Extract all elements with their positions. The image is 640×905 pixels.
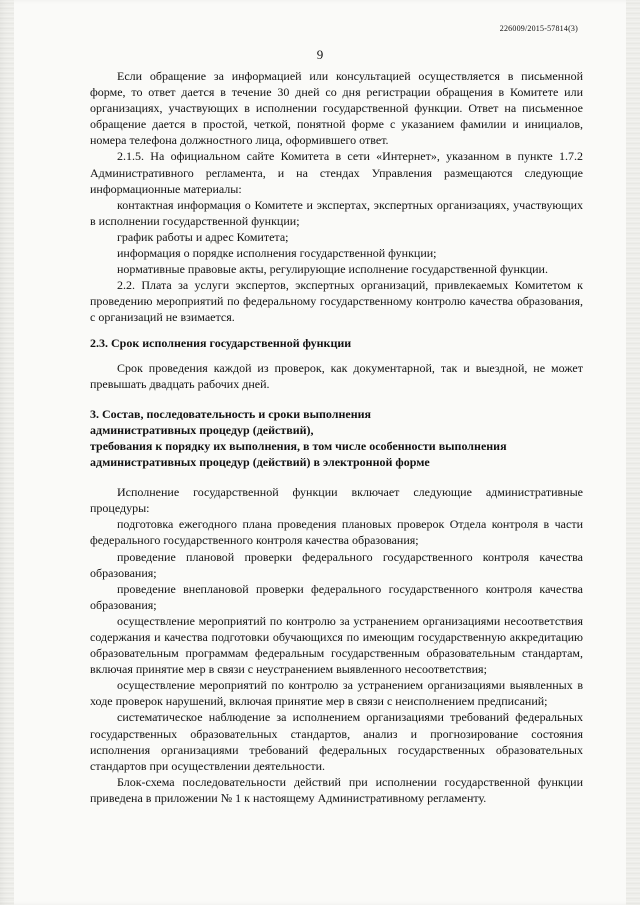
paragraph: 2.1.5. На официальном сайте Комитета в сети «Интернет», указанном в пункте 1.7.2 Административного регламента, и на стендах Управления размещаются следующие информационные материалы: bbox=[90, 149, 583, 196]
scan-edge-left bbox=[0, 0, 14, 905]
paragraph: контактная информация о Комитете и экспертах, экспертных организациях, участвующих в исполнении государственной функции; bbox=[90, 197, 583, 228]
paragraph: Исполнение государственной функции включает следующие административные процедуры: bbox=[90, 485, 583, 516]
list-item: осуществление мероприятий по контролю за устранением организациями выявленных в ходе проверок нарушений, включая принятие мер в связи с неисполнением предписаний; bbox=[90, 678, 583, 709]
paragraph: информация о порядке исполнения государственной функции; bbox=[117, 246, 437, 261]
paragraph: нормативные правовые акты, регулирующие исполнение государственной функции. bbox=[117, 262, 548, 277]
document-body bbox=[90, 68, 583, 806]
section-heading-2-3: 2.3. Срок исполнения государственной функции bbox=[90, 335, 352, 350]
paragraph: Если обращение за информацией или консультацией осуществляется в письменной форме, то ответ дается в течение 30 дней со дня регистрации обращения в Комитете или организациях, участвующих в исполнении государственной функции. Ответ на письменное обращение дается в простой, четкой, понятной форме с указанием фамилии и инициалов, номера телефона должностного лица, оформившего ответ. bbox=[90, 69, 583, 148]
document-number: 226009/2015-57814(3) bbox=[499, 24, 578, 33]
section-heading-3-line2: административных процедур (действий), bbox=[90, 422, 314, 437]
section-heading-3-line1: 3. Состав, последовательность и сроки выполнения bbox=[90, 406, 372, 421]
section-heading-3-line3: требования к порядку их выполнения, в том числе особенности выполнения bbox=[90, 438, 507, 453]
list-item: проведение внеплановой проверки федерального государственного контроля качества образования; bbox=[90, 581, 583, 612]
list-item: систематическое наблюдение за исполнением организациями требований федеральных государственных образовательных стандартов, анализ и прогнозирование состояния исполнения организациями требований федеральных государственных образовательных стандартов при осуществлении деятельности. bbox=[90, 710, 583, 773]
section-heading-3-line4: административных процедур (действий) в электронной форме bbox=[90, 455, 430, 470]
paragraph: 2.2. Плата за услуги экспертов, экспертных организаций, привлекаемых Комитетом к проведению мероприятий по федеральному государственному контролю качества образования, с организаций не взимается. bbox=[90, 278, 583, 325]
paragraph: график работы и адрес Комитета; bbox=[117, 229, 289, 244]
paragraph: Блок-схема последовательности действий при исполнении государственной функции приведена в приложении № 1 к настоящему Административному регламенту. bbox=[90, 774, 583, 805]
paragraph: Срок проведения каждой из проверок, как документарной, так и выездной, не может превышать двадцать рабочих дней. bbox=[90, 360, 583, 391]
page-number: 9 bbox=[316, 47, 324, 62]
list-item: подготовка ежегодного плана проведения плановых проверок Отдела контроля в части федерального государственного контроля качества образования; bbox=[90, 517, 583, 548]
list-item: осуществление мероприятий по контролю за устранением организациями несоответствия содержания и качества подготовки обучающихся по имеющим государственную аккредитацию образовательным программам федеральным государственным образовательным стандартам, включая принятие мер в связи с неустранением выявленного несоответствия; bbox=[90, 613, 583, 677]
list-item: проведение плановой проверки федерального государственного контроля качества образования; bbox=[90, 549, 583, 580]
scan-edge-right bbox=[626, 0, 640, 905]
